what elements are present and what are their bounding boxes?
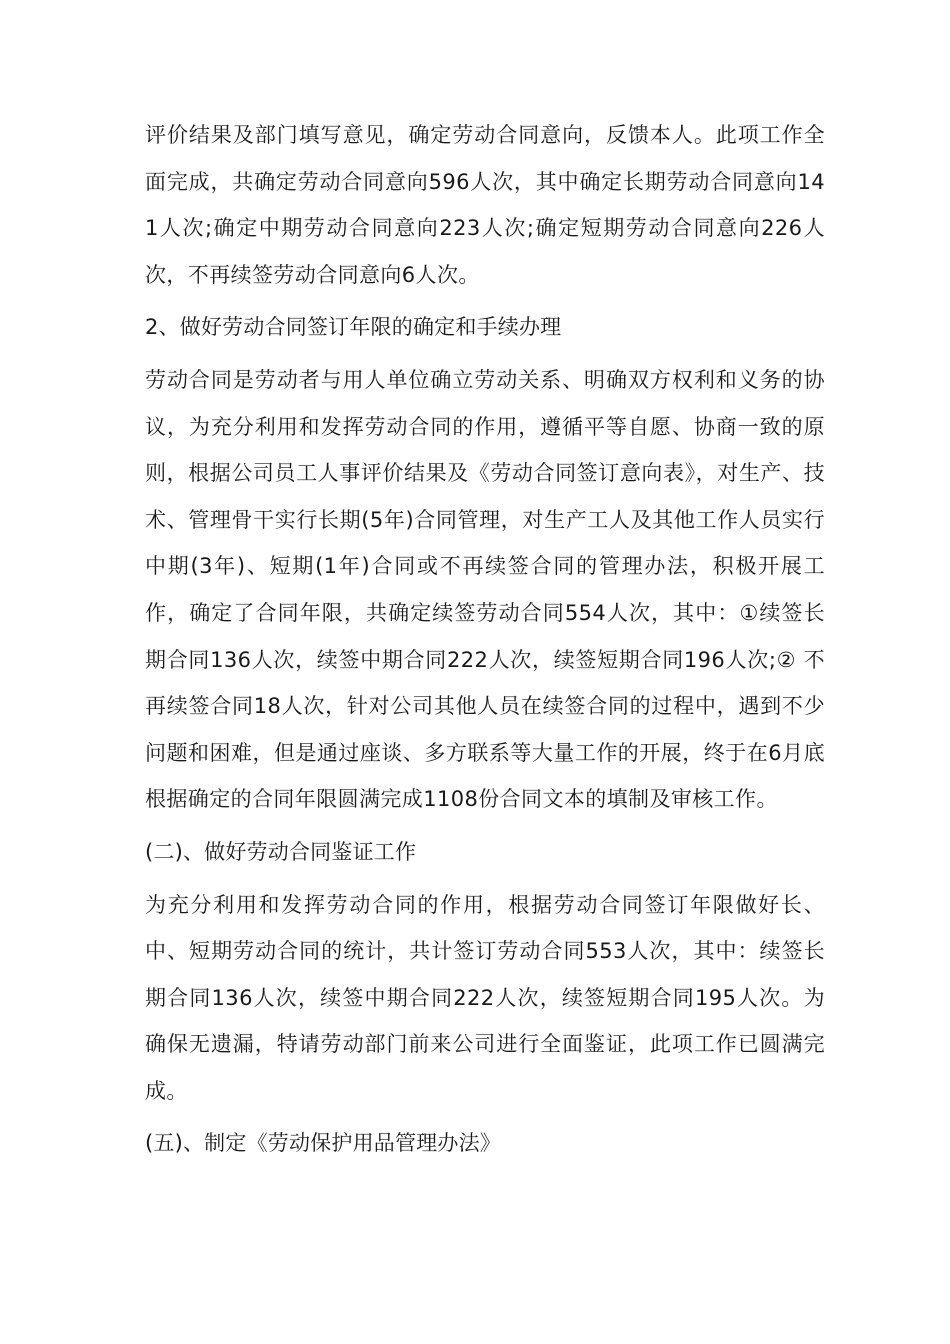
document-body [145,112,825,1173]
paragraph-contract-term-details: 劳动合同是劳动者与用人单位确立劳动关系、明确双方权利和义务的协议，为充分利用和发挥劳动合同的作用，遵循平等自愿、协商一致的原则，根据公司员工人事评价结果及《劳动合同签订意向表》，对生产、技术、管理骨干实行长期(5年)合同管理，对生产工人及其他工作人员实行中期(3年)、短期(1年)合同或不再续签合同的管理办法，积极开展工作，确定了合同年限，共确定续签劳动合同554人次，其中：①续签长期合同136人次，续签中期合同222人次，续签短期合同196人次;② 不再续签合同18人次，针对公司其他人员在续签合同的过程中，遇到不少问题和困难，但是通过座谈、多方联系等大量工作的开展，终于在6月底根据确定的合同年限圆满完成1108份合同文本的填制及审核工作。 [145,367,825,812]
heading-labor-protection-rules: (五)、制定《劳动保护用品管理办法》 [145,1131,501,1156]
heading-contract-verification: (二)、做好劳动合同鉴证工作 [145,839,417,864]
paragraph-contract-verification-details: 为充分利用和发挥劳动合同的作用，根据劳动合同签订年限做好长、中、短期劳动合同的统计，共计签订劳动合同553人次，其中：续签长期合同136人次，续签中期合同222人次，续签短期合同195人次。为确保无遗漏，特请劳动部门前来公司进行全面鉴证，此项工作已圆满完成。 [145,892,825,1103]
paragraph-contract-intent-results: 评价结果及部门填写意见，确定劳动合同意向，反馈本人。此项工作全面完成，共确定劳动合同意向596人次，其中确定长期劳动合同意向141人次;确定中期劳动合同意向223人次;确定短期劳动合同意向226人次，不再续签劳动合同意向6人次。 [145,123,825,287]
heading-contract-term-procedures: 2、做好劳动合同签订年限的确定和手续办理 [145,315,562,340]
